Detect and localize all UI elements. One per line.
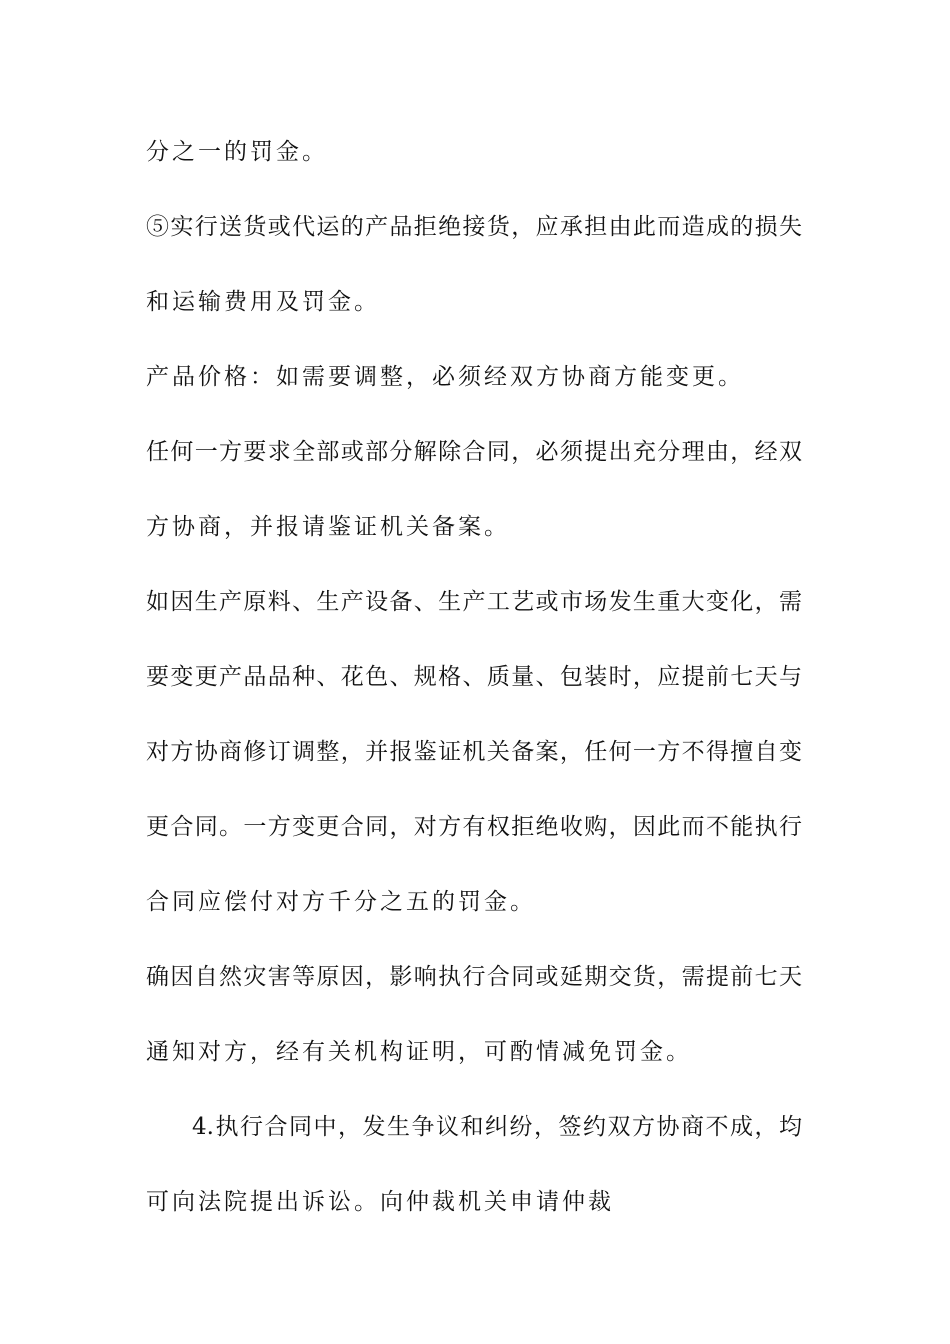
text-line: 和运输费用及罚金。 [146, 289, 380, 315]
text-line: 如因生产原料、生产设备、生产工艺或市场发生重大变化，需 [146, 589, 802, 615]
text-line: 分之一的罚金。 [146, 139, 328, 165]
text-line: 更合同。一方变更合同，对方有权拒绝收购，因此而不能执行 [146, 814, 802, 840]
text-line: 方协商，并报请鉴证机关备案。 [146, 514, 510, 540]
text-line: 通知对方，经有关机构证明，可酌情减免罚金。 [146, 1039, 692, 1065]
text-line: 可向法院提出诉讼。向仲裁机关申请仲裁 [146, 1189, 614, 1215]
text-line: 确因自然灾害等原因，影响执行合同或延期交货，需提前七天 [146, 964, 802, 990]
text-line: 对方协商修订调整，并报鉴证机关备案，任何一方不得擅自变 [146, 739, 802, 765]
text-line: 合同应偿付对方千分之五的罚金。 [146, 889, 536, 915]
text-line: 要变更产品品种、花色、规格、质量、包装时，应提前七天与 [146, 664, 802, 690]
text-line: ⑤实行送货或代运的产品拒绝接货，应承担由此而造成的损失 [146, 214, 802, 240]
text-line: 4.执行合同中，发生争议和纠纷，签约双方协商不成，均 [192, 1114, 802, 1140]
text-line: 任何一方要求全部或部分解除合同，必须提出充分理由，经双 [146, 439, 802, 465]
text-line: 产品价格：如需要调整，必须经双方协商方能变更。 [146, 364, 744, 390]
